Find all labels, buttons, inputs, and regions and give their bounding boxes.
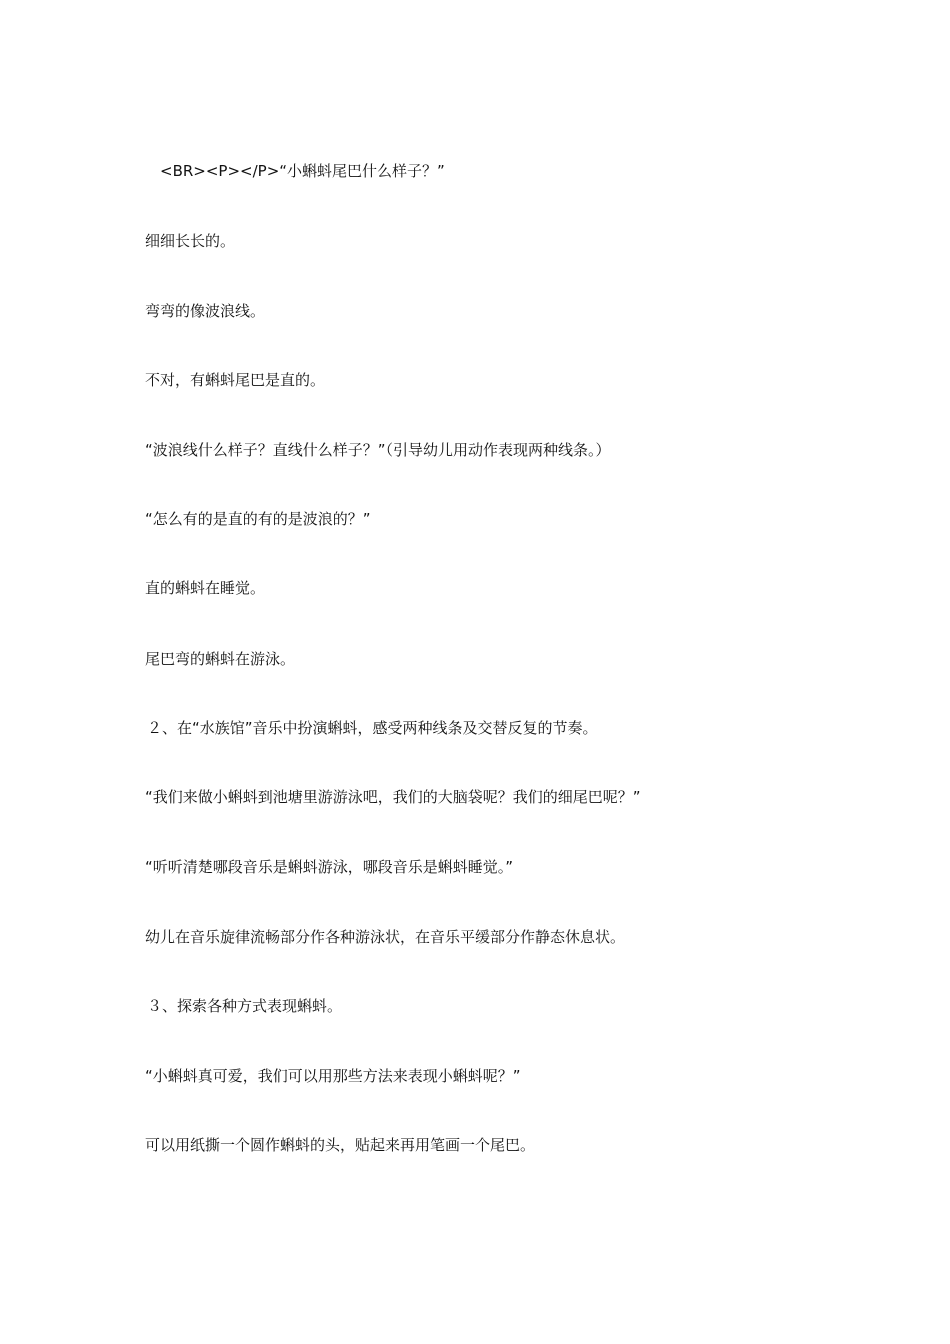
paragraph-line-8: 尾巴弯的蝌蚪在游泳。 bbox=[145, 650, 296, 668]
paragraph-line-14: “小蝌蚪真可爱，我们可以用那些方法来表现小蝌蚪呢？” bbox=[145, 1067, 521, 1085]
paragraph-line-2: 细细长长的。 bbox=[145, 232, 236, 250]
paragraph-line-1: <BR><P></P>“小蝌蚪尾巴什么样子？” bbox=[160, 162, 445, 180]
paragraph-line-15: 可以用纸撕一个圆作蝌蚪的头，贴起来再用笔画一个尾巴。 bbox=[145, 1136, 536, 1154]
paragraph-line-13: ３、探索各种方式表现蝌蚪。 bbox=[147, 997, 343, 1015]
paragraph-line-5: “波浪线什么样子？直线什么样子？”（引导幼儿用动作表现两种线条。） bbox=[145, 441, 611, 459]
paragraph-line-4: 不对，有蝌蚪尾巴是直的。 bbox=[145, 371, 326, 389]
paragraph-line-10: “我们来做小蝌蚪到池塘里游游泳吧，我们的大脑袋呢？我们的细尾巴呢？” bbox=[145, 788, 641, 806]
paragraph-line-3: 弯弯的像波浪线。 bbox=[145, 302, 266, 320]
paragraph-line-7: 直的蝌蚪在睡觉。 bbox=[145, 579, 266, 597]
paragraph-line-9: ２、在“水族馆”音乐中扮演蝌蚪，感受两种线条及交替反复的节奏。 bbox=[147, 719, 598, 737]
paragraph-line-12: 幼儿在音乐旋律流畅部分作各种游泳状，在音乐平缓部分作静态休息状。 bbox=[145, 928, 626, 946]
paragraph-line-6: “怎么有的是直的有的是波浪的？” bbox=[145, 510, 371, 528]
paragraph-line-11: “听听清楚哪段音乐是蝌蚪游泳，哪段音乐是蝌蚪睡觉。” bbox=[145, 858, 514, 876]
